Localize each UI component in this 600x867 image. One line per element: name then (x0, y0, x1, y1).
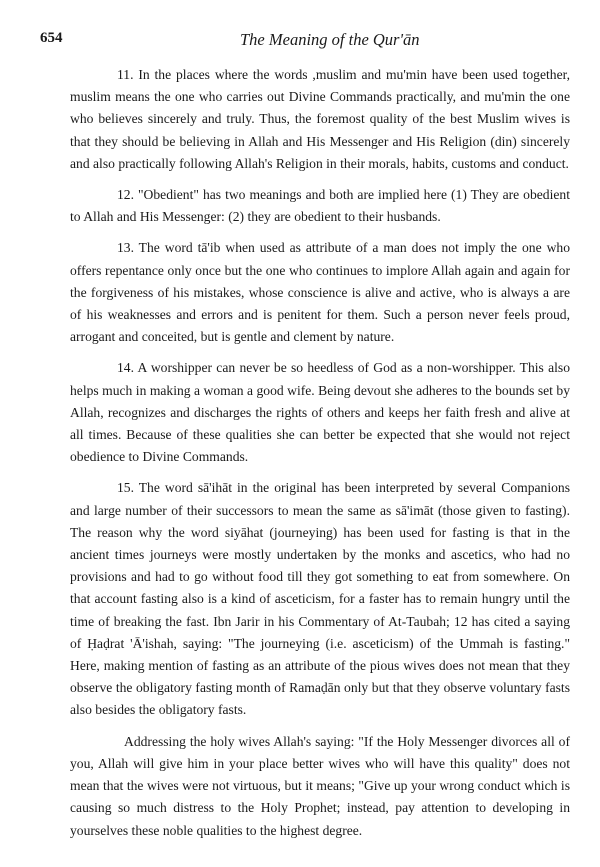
note-12: 12. "Obedient" has two meanings and both are implied here (1) They are obedient to Allah and His Messenger: (2) they are obedient to their husbands. (70, 187, 570, 225)
note-15: 15. The word sā'ihāt in the original has been interpreted by several Companions and large number of their successors to mean the same as sā'imāt (those given to fasting). The reason why the word siyāhat (journeying) has been used for fasting is that in the ancient times journeys were mostly undertaken by the monks and ascetics, who had no provisions and had to go without food till they got something to eat from somewhere. On that account fasting also is a kind of asceticism, for a faster has to remain hungry until the time of breaking the fast. Ibn Jarir in his Commentary of At-Taubah; 12 has cited a saying of Ḥaḍrat 'Ā'ishah, saying: "The journeying (i.e. asceticism) of the Ummah is fasting." Here, making mention of fasting as an attribute of the pious wives does not mean that they observe the obligatory fasting month of Ramaḍān only but that they observe voluntary fasts also besides the obligatory fasts. (70, 480, 570, 718)
note-11: 11. In the places where the words ,muslim and mu'min have been used together, muslim means the one who carries out Divine Commands practically, and mu'min the one who believes sincerely and truly. Thus, the foremost quality of the best Muslim wives is that they should be believing in Allah and His Messenger and His Religion (din) sincerely and also practically following Allah's Religion in their morals, habits, customs and conduct. (70, 67, 570, 171)
closing-paragraph: Addressing the holy wives Allah's saying: "If the Holy Messenger divorces all of you, Allah will give him in your place better wives who will have this quality" does not mean that the wives were not virtuous, but it means; "Give up your wrong conduct which is causing so much distress to the Holy Prophet; instead, pay attention to developing in yourselves these noble qualities to the highest degree. (70, 733, 570, 838)
page-header (40, 30, 560, 52)
page-body (70, 64, 570, 851)
note-13: 13. The word tā'ib when used as attribute of a man does not imply the one who offers repentance only once but the one who continues to implore Allah again and again for the forgiveness of his mistakes, whose conscience is alive and active, who is always a are of his weaknesses and errors and is penitent for them. Such a person never feels proud, arrogant and conceited, but is gentle and clement by nature. (70, 240, 570, 345)
note-14: 14. A worshipper can never be so heedless of God as a non-worshipper. This also helps much in making a woman a good wife. Being devout she adheres to the bounds set by Allah, recognizes and discharges the rights of others and keeps her faith fresh and alive at all times. Because of these qualities she can better be expected that she would not reject obedience to Divine Commands. (70, 360, 570, 465)
running-title: The Meaning of the Qur'ān (240, 30, 420, 49)
page-number: 654 (40, 30, 63, 46)
